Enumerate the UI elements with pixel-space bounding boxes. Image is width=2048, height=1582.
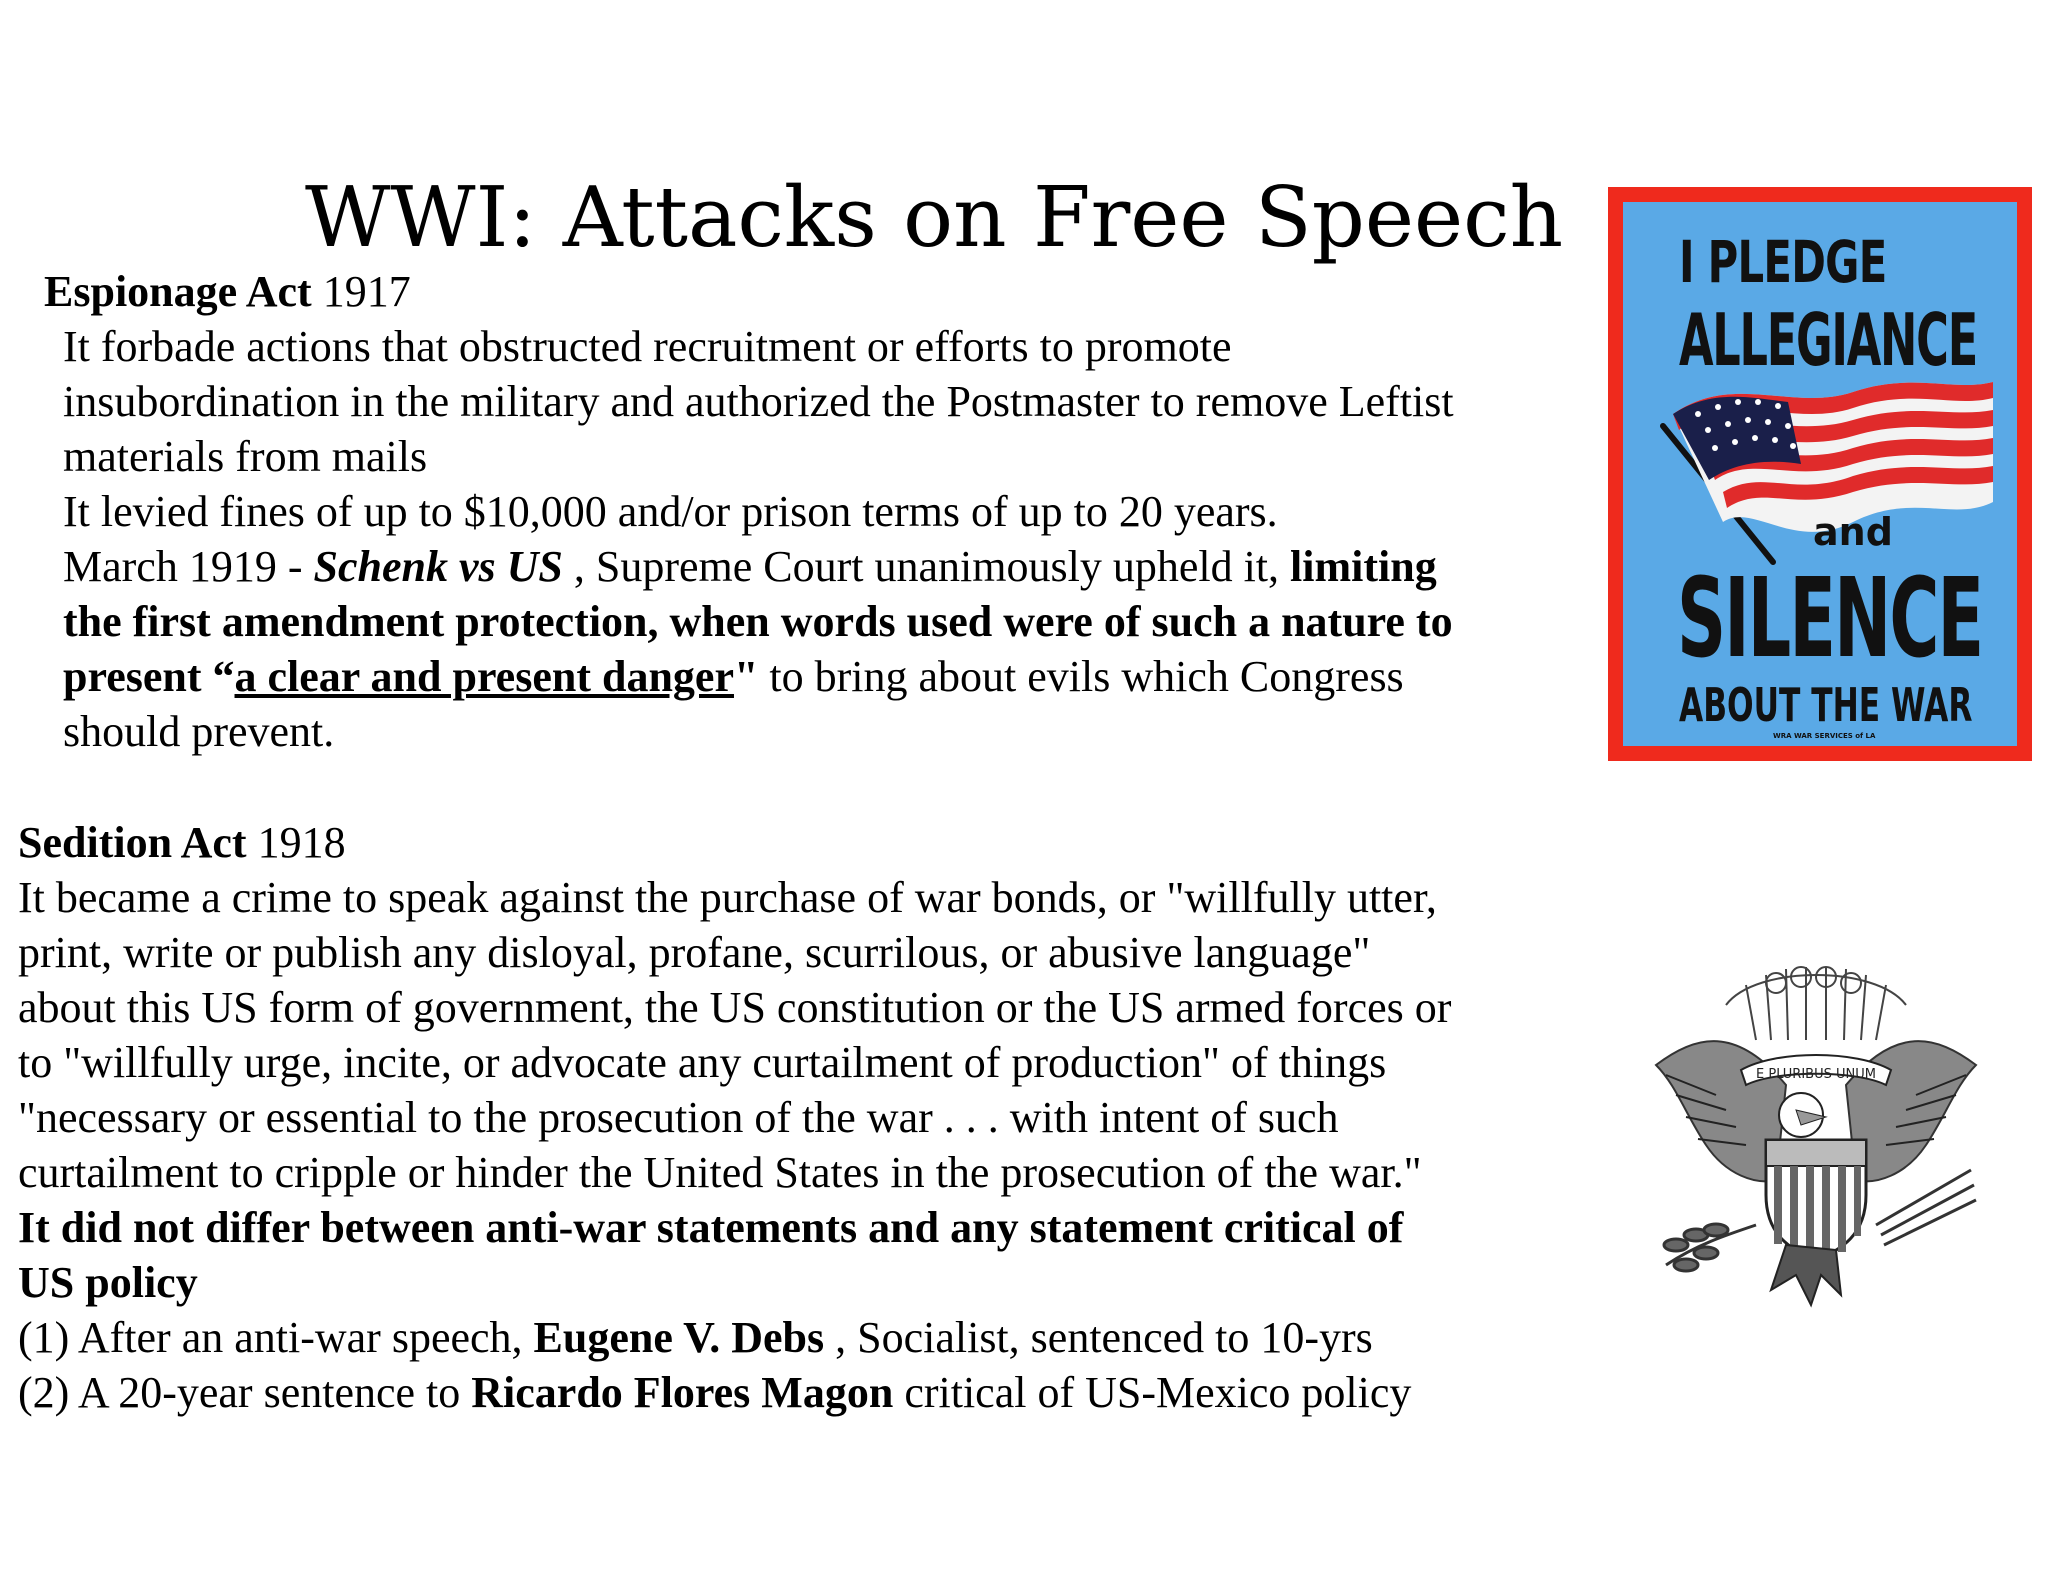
great-seal-eagle-icon <box>1636 945 1996 1325</box>
espionage-heading: Espionage Act <box>44 267 312 316</box>
poster-credit: WRA WAR SERVICES of LA <box>1773 732 1876 740</box>
espionage-act-section <box>44 264 1584 759</box>
espionage-line-2: insubordination in the military and authorized the Postmaster to remove Leftist <box>63 377 1454 426</box>
poster-line-5: ABOUT THE WAR <box>1679 678 1973 732</box>
sedition-line-2: print, write or publish any disloyal, profane, scurrilous, or abusive language" <box>18 928 1371 977</box>
seal-motto: E PLURIBUS UNUM <box>1756 1067 1876 1082</box>
espionage-line-4: It levied fines of up to $10,000 and/or prison terms of up to 20 years. <box>63 487 1278 536</box>
sedition-year: 1918 <box>246 818 346 867</box>
espionage-line-3: materials from mails <box>63 432 428 481</box>
poster-line-3: and <box>1813 510 1893 554</box>
eugene-debs-name: Eugene V. Debs <box>533 1313 825 1362</box>
espionage-line-5-middle: , Supreme Court unanimously upheld it, <box>562 542 1291 591</box>
espionage-line-7-bold-start: present “ <box>63 652 235 701</box>
espionage-line-7-bold-quote: " <box>733 652 759 701</box>
sedition-line-4: to "willfully urge, incite, or advocate any curtailment of production" of things <box>18 1038 1387 1087</box>
espionage-line-1: It forbade actions that obstructed recruitment or efforts to promote <box>63 322 1232 371</box>
sedition-line-7: It did not differ between anti-war statements and any statement critical of <box>18 1203 1404 1252</box>
poster-line-1: I PLEDGE <box>1679 228 1887 296</box>
espionage-year: 1917 <box>311 267 411 316</box>
espionage-line-8: should prevent. <box>63 707 335 756</box>
pledge-allegiance-poster <box>1608 187 2032 761</box>
ricardo-flores-magon-name: Ricardo Flores Magon <box>471 1368 894 1417</box>
poster-line-4: SILENCE <box>1677 554 1983 682</box>
sedition-item-2-end: critical of US-Mexico policy <box>893 1368 1412 1417</box>
great-seal-drawing <box>1636 945 1996 1325</box>
poster-blue-field <box>1623 202 2017 746</box>
espionage-line-5 <box>63 539 1584 594</box>
sedition-line-6: curtailment to cripple or hinder the United States in the prosecution of the war." <box>18 1148 1422 1197</box>
slide-title: WWI: Attacks on Free Speech <box>305 169 1564 266</box>
poster-line-2: ALLEGIANCE <box>1679 298 1977 382</box>
sedition-item-2-start: (2) A 20-year sentence to <box>18 1368 472 1417</box>
sedition-item-1-end: , Socialist, sentenced to 10-yrs <box>824 1313 1373 1362</box>
espionage-line-6: the first amendment protection, when words used were of such a nature to <box>63 597 1453 646</box>
sedition-line-8: US policy <box>18 1258 198 1307</box>
espionage-line-5-start: March 1919 - <box>63 542 314 591</box>
sedition-item-2 <box>18 1365 1598 1420</box>
sedition-item-1-start: (1) After an anti-war speech, <box>18 1313 534 1362</box>
clear-present-danger-phrase: a clear and present danger <box>234 652 734 701</box>
espionage-heading-line <box>44 264 1584 319</box>
schenk-case-name: Schenk vs US <box>313 542 563 591</box>
sedition-heading-line <box>18 815 1598 870</box>
espionage-line-7 <box>63 649 1584 704</box>
sedition-line-1: It became a crime to speak against the purchase of war bonds, or "willfully utter, <box>18 873 1437 922</box>
espionage-line-7-rest: to bring about evils which Congress <box>758 652 1404 701</box>
espionage-line-5-bold: limiting <box>1290 542 1437 591</box>
sedition-heading: Sedition Act <box>18 818 247 867</box>
sedition-act-section <box>18 815 1598 1420</box>
sedition-item-1 <box>18 1310 1598 1365</box>
espionage-body <box>44 319 1584 759</box>
sedition-line-3: about this US form of government, the US constitution or the US armed forces or <box>18 983 1452 1032</box>
sedition-line-5: "necessary or essential to the prosecution of the war . . . with intent of such <box>18 1093 1339 1142</box>
